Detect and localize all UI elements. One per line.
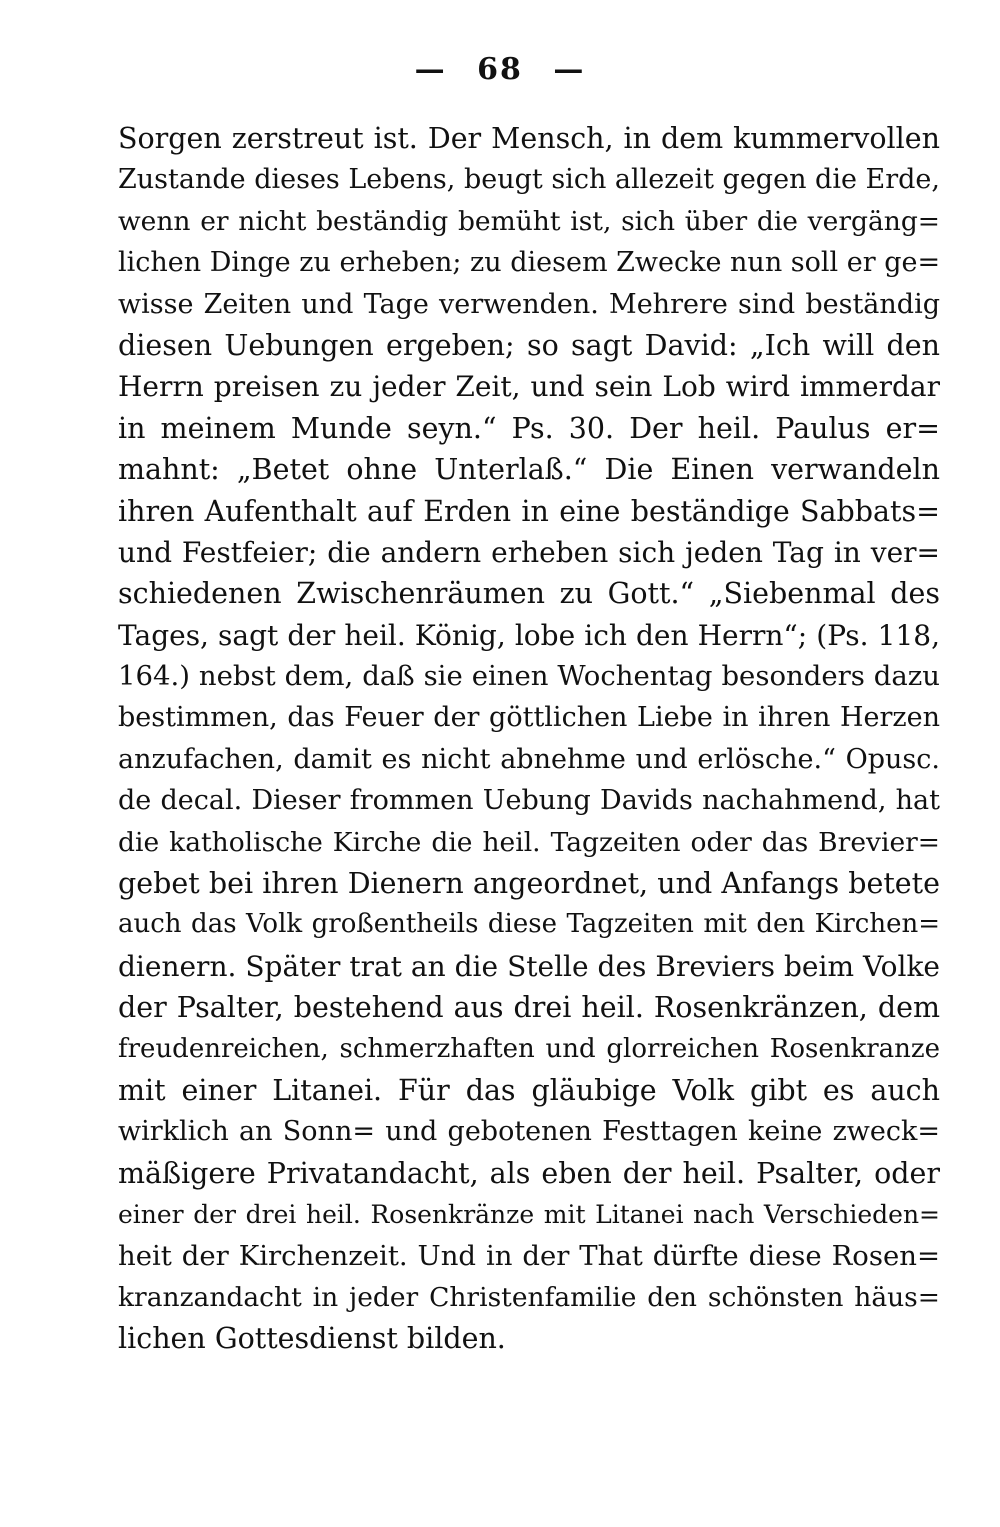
header-dash-left: —	[414, 52, 447, 87]
text-line: de decal. Dieser frommen Uebung Davids nachahmend, hat	[118, 785, 940, 817]
text-line: Herrn preisen zu jeder Zeit, und sein Lob wird immerdar	[118, 370, 940, 404]
text-line: wisse Zeiten und Tage verwenden. Mehrere sind beständig	[118, 288, 940, 320]
text-line: der Psalter, bestehend aus drei heil. Rosenkränzen, dem	[118, 991, 940, 1025]
header-dash-right: —	[553, 52, 586, 87]
text-line: die katholische Kirche die heil. Tagzeiten oder das Brevier=	[118, 826, 940, 858]
text-line: lichen Dinge zu erheben; zu diesem Zwecke nun soll er ge=	[118, 247, 940, 279]
text-line: lichen Gottesdienst bilden.	[118, 1322, 506, 1356]
text-line: bestimmen, das Feuer der göttlichen Liebe in ihren Herzen	[118, 702, 940, 734]
text-line: Zustande dieses Lebens, beugt sich allezeit gegen die Erde,	[118, 164, 940, 196]
text-line: schiedenen Zwischenräumen zu Gott.“ „Siebenmal des	[118, 577, 940, 611]
text-line: diesen Uebungen ergeben; so sagt David: „Ich will den	[118, 328, 940, 362]
text-line: mahnt: „Betet ohne Unterlaß.“ Die Einen verwandeln	[118, 453, 940, 487]
body-text	[118, 118, 940, 1360]
text-line: wirklich an Sonn= und gebotenen Festtagen keine zweck=	[118, 1116, 940, 1148]
text-line: heit der Kirchenzeit. Und in der That dürfte diese Rosen=	[118, 1239, 940, 1272]
text-line: auch das Volk großentheils diese Tagzeiten mit den Kirchen=	[118, 909, 940, 940]
text-line: mit einer Litanei. Für das gläubige Volk gibt es auch	[118, 1073, 940, 1107]
text-line: dienern. Später trat an die Stelle des Breviers beim Volke	[118, 949, 940, 983]
text-line: Sorgen zerstreut ist. Der Mensch, in dem kummervollen	[118, 122, 940, 155]
page-header	[0, 52, 1000, 87]
text-line: 164.) nebst dem, daß sie einen Wochentag besonders dazu	[118, 660, 940, 693]
text-line: wenn er nicht beständig bemüht ist, sich über die vergäng=	[118, 205, 940, 237]
text-line: einer der drei heil. Rosenkränze mit Litanei nach Verschieden=	[118, 1200, 940, 1230]
text-line: ihren Aufenthalt auf Erden in eine beständige Sabbats=	[118, 494, 940, 528]
text-line: gebet bei ihren Dienern angeordnet, und Anfangs betete	[118, 867, 940, 901]
text-line: mäßigere Privatandacht, als eben der heil. Psalter, oder	[118, 1156, 940, 1190]
text-line: in meinem Munde seyn.“ Ps. 30. Der heil. Paulus er=	[118, 411, 940, 445]
text-line: freudenreichen, schmerzhaften und glorreichen Rosenkranze	[118, 1033, 940, 1064]
text-line: kranzandacht in jeder Christenfamilie den schönsten häus=	[118, 1281, 940, 1313]
text-line: und Festfeier; die andern erheben sich jeden Tag in ver=	[118, 535, 940, 569]
text-line: anzufachen, damit es nicht abnehme und erlösche.“ Opusc.	[118, 743, 940, 775]
page-number: 68	[477, 52, 523, 87]
text-line: Tages, sagt der heil. König, lobe ich den Herrn“; (Ps. 118,	[118, 618, 940, 652]
